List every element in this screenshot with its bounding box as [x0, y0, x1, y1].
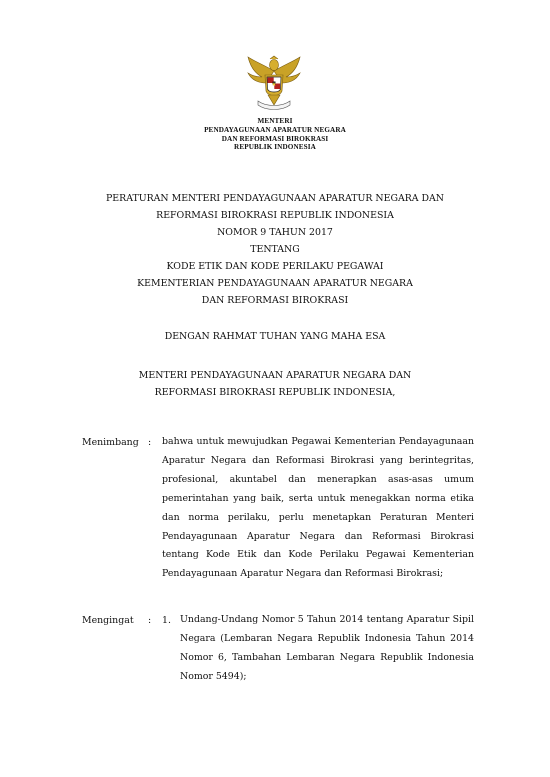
org-line-2: PENDAYAGUNAAN APARATUR NEGARA [204, 125, 346, 134]
org-line-4: REPUBLIK INDONESIA [234, 143, 316, 152]
minister-line-1: MENTERI PENDAYAGUNAAN APARATUR NEGARA DAN [138, 370, 412, 381]
menimbang-label: Menimbang [82, 437, 139, 448]
mengingat-item-text: Undang-Undang Nomor 5 Tahun 2014 tentang Aparatur Sipil Negara (Lembaran Negara Republik Indonesia Tahun 2014 Nomor 6, Tambahan Lembaran Negara Republik Indonesia Nomor 5494); [180, 614, 474, 682]
title-line-6: KEMENTERIAN PENDAYAGUNAAN APARATUR NEGARA [137, 278, 413, 289]
mengingat-item-number: 1. [162, 615, 171, 626]
org-line-1: MENTERI [257, 117, 293, 125]
title-line-2: REFORMASI BIROKRASI REPUBLIK INDONESIA [156, 210, 394, 221]
menimbang-colon: : [148, 437, 152, 448]
mengingat-colon: : [148, 615, 152, 626]
minister-heading [0, 367, 550, 401]
title-line-1: PERATURAN MENTERI PENDAYAGUNAAN APARATUR NEGARA DAN [105, 193, 445, 204]
mengingat-label: Mengingat [82, 615, 134, 626]
title-line-3: NOMOR 9 TAHUN 2017 [217, 227, 333, 238]
title-line-4: TENTANG [250, 244, 300, 255]
org-header [0, 117, 550, 152]
org-line-3: DAN REFORMASI BIROKRASI [221, 134, 329, 143]
invocation: DENGAN RAHMAT TUHAN YANG MAHA ESA [164, 331, 386, 342]
minister-line-2: REFORMASI BIROKRASI REPUBLIK INDONESIA, [154, 387, 396, 398]
title-line-7: DAN REFORMASI BIROKRASI [201, 295, 349, 306]
title-line-5: KODE ETIK DAN KODE PERILAKU PEGAWAI [166, 261, 384, 272]
menimbang-text: bahwa untuk mewujudkan Pegawai Kementerian Pendayagunaan Aparatur Negara dan Reformasi Birokrasi yang berintegritas, profesional, akuntabel dan menerapkan asas-asas umum pemerintahan yang baik, serta untuk menegakkan norma etika dan norma perilaku, perlu menetapkan Peraturan Menteri Pendayagunaan Aparatur Negara dan Reformasi Birokrasi tentang Kode Etik dan Kode Perilaku Pegawai Kementerian Pendayagunaan Aparatur Negara dan Reformasi Birokrasi; [162, 436, 474, 580]
garuda-emblem-icon [246, 55, 302, 113]
regulation-title [0, 190, 550, 309]
